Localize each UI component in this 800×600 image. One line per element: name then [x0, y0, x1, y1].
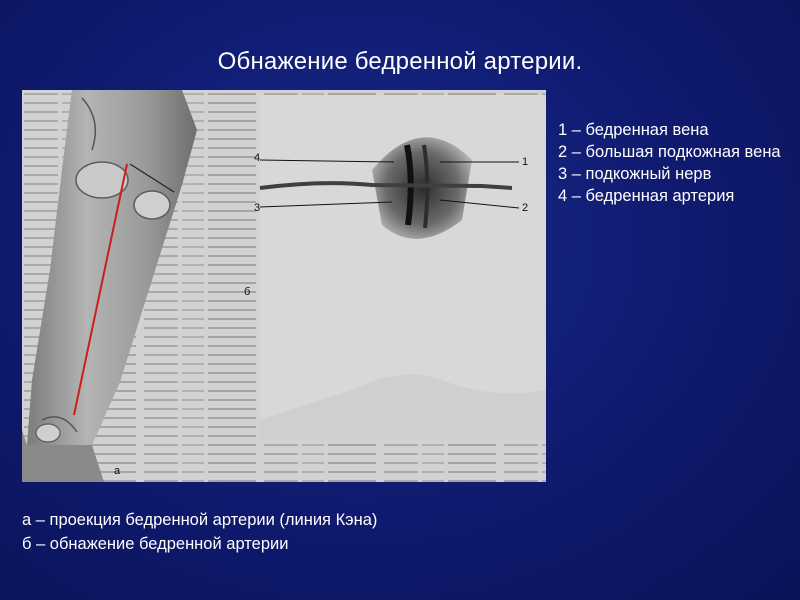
anatomy-figure [22, 90, 546, 482]
legend-item: 4 – бедренная артерия [558, 187, 735, 205]
legend-item: 2 – большая подкожная вена [558, 143, 781, 161]
legend-item: 3 – подкожный нерв [558, 165, 712, 183]
figure-caption [22, 508, 622, 556]
anatomy-illustration [22, 90, 546, 482]
callout-2-label: 2 [522, 202, 529, 214]
knee-bone-shape [36, 424, 60, 442]
caption-line-b: б – обнажение бедренной артерии [22, 535, 289, 553]
pelvis-bone-shape [134, 191, 170, 219]
panel-a-label: а [114, 465, 121, 477]
callout-1-label: 1 [522, 156, 529, 168]
legend-item: 1 – бедренная вена [558, 121, 709, 139]
callout-4-label: 4 [254, 152, 261, 164]
surgical-exposure-illustration [244, 95, 546, 440]
caption-line-a: а – проекция бедренной артерии (линия Кэна) [22, 511, 378, 529]
callout-3-label: 3 [254, 202, 261, 214]
panel-b-label: б [244, 286, 251, 298]
structure-legend [558, 119, 788, 207]
slide-title: Обнажение бедренной артерии. [217, 48, 583, 75]
